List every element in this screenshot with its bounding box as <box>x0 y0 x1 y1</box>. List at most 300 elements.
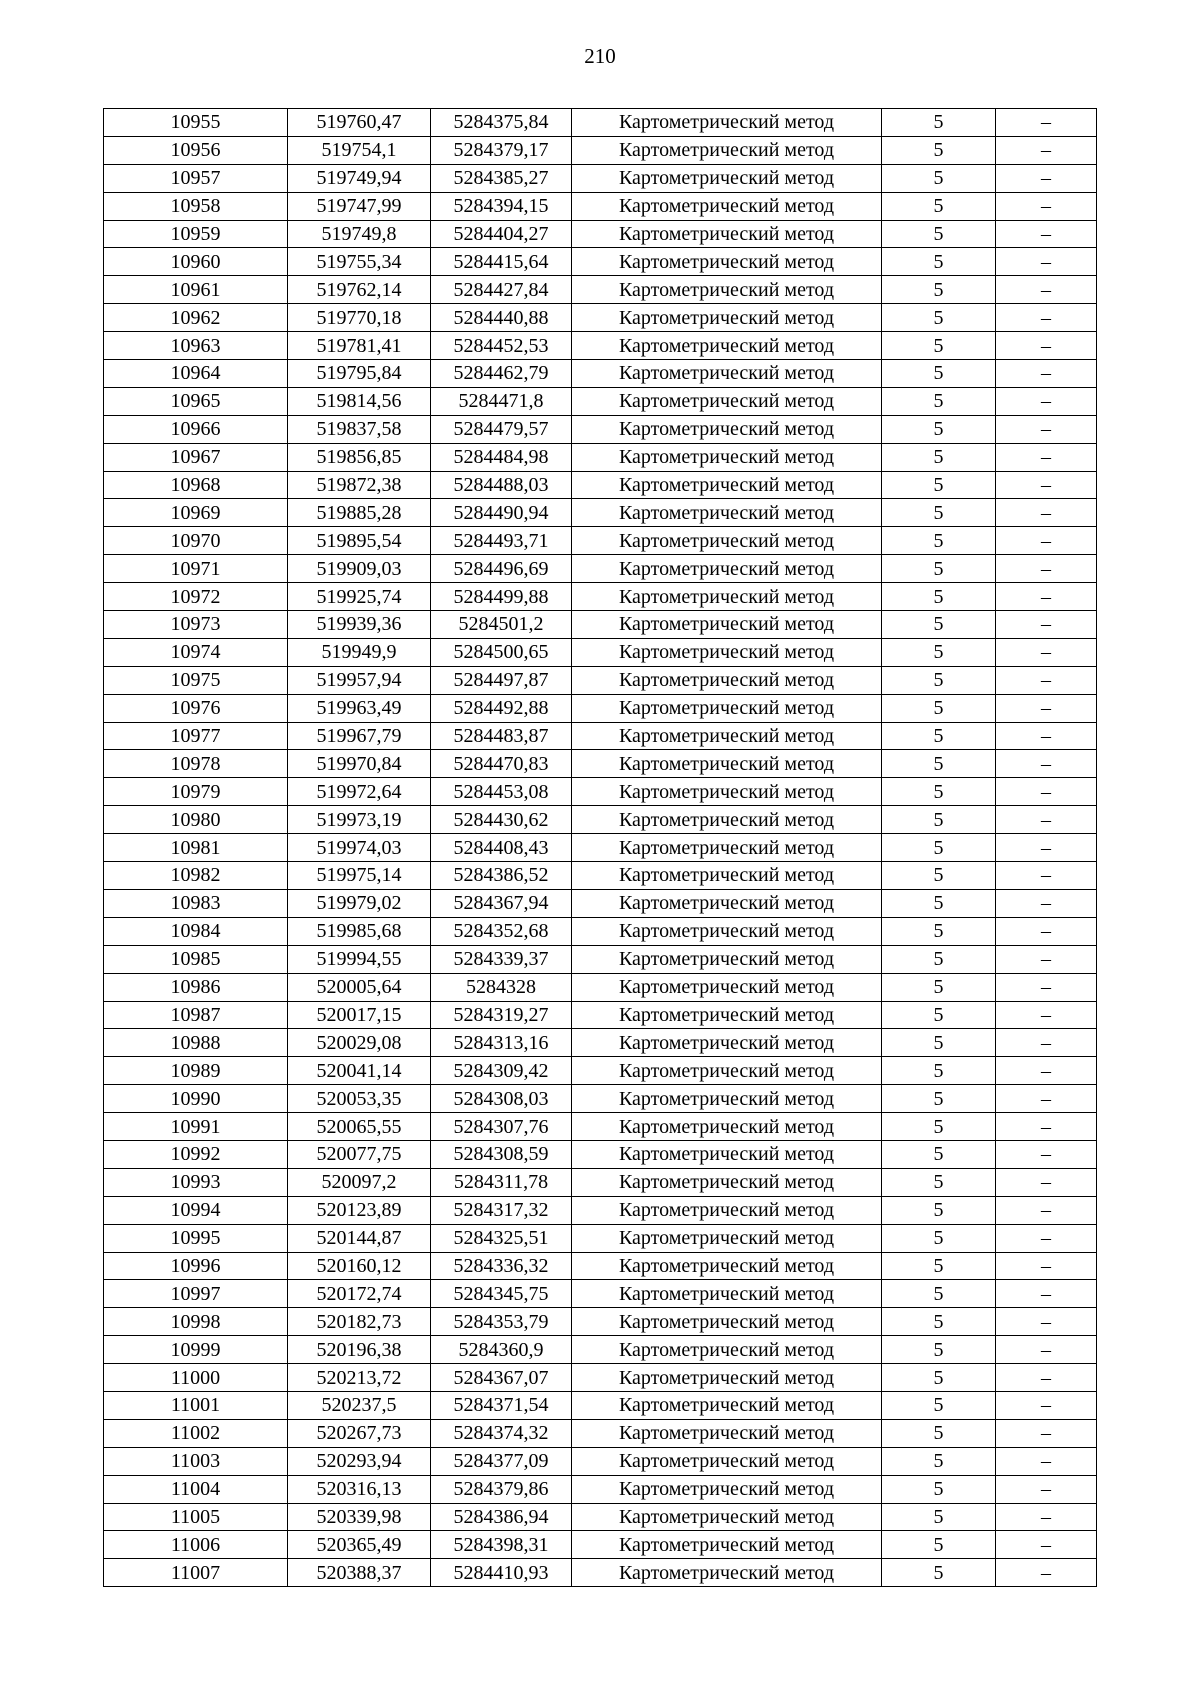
y-coordinate-cell: 5284379,86 <box>431 1475 572 1503</box>
point-number-cell: 10995 <box>104 1224 288 1252</box>
method-cell: Картометрический метод <box>572 973 882 1001</box>
point-number-cell: 10961 <box>104 276 288 304</box>
accuracy-cell: 5 <box>882 583 996 611</box>
y-coordinate-cell: 5284311,78 <box>431 1168 572 1196</box>
accuracy-cell: 5 <box>882 387 996 415</box>
note-cell: – <box>996 1252 1097 1280</box>
table-row <box>104 1559 1097 1587</box>
accuracy-cell: 5 <box>882 1336 996 1364</box>
accuracy-cell: 5 <box>882 1475 996 1503</box>
note-cell: – <box>996 276 1097 304</box>
point-number-cell: 11006 <box>104 1531 288 1559</box>
method-cell: Картометрический метод <box>572 304 882 332</box>
point-number-cell: 10970 <box>104 527 288 555</box>
note-cell: – <box>996 1503 1097 1531</box>
note-cell: – <box>996 1001 1097 1029</box>
x-coordinate-cell: 519974,03 <box>288 834 431 862</box>
x-coordinate-cell: 520316,13 <box>288 1475 431 1503</box>
x-coordinate-cell: 520097,2 <box>288 1168 431 1196</box>
accuracy-cell: 5 <box>882 248 996 276</box>
accuracy-cell: 5 <box>882 220 996 248</box>
y-coordinate-cell: 5284345,75 <box>431 1280 572 1308</box>
y-coordinate-cell: 5284497,87 <box>431 666 572 694</box>
note-cell: – <box>996 164 1097 192</box>
method-cell: Картометрический метод <box>572 750 882 778</box>
note-cell: – <box>996 471 1097 499</box>
point-number-cell: 10986 <box>104 973 288 1001</box>
method-cell: Картометрический метод <box>572 611 882 639</box>
x-coordinate-cell: 520213,72 <box>288 1364 431 1392</box>
method-cell: Картометрический метод <box>572 945 882 973</box>
note-cell: – <box>996 136 1097 164</box>
method-cell: Картометрический метод <box>572 499 882 527</box>
y-coordinate-cell: 5284488,03 <box>431 471 572 499</box>
note-cell: – <box>996 555 1097 583</box>
table-row <box>104 1252 1097 1280</box>
table-row <box>104 1419 1097 1447</box>
accuracy-cell: 5 <box>882 722 996 750</box>
accuracy-cell: 5 <box>882 1057 996 1085</box>
x-coordinate-cell: 519895,54 <box>288 527 431 555</box>
x-coordinate-cell: 520041,14 <box>288 1057 431 1085</box>
table-row <box>104 1391 1097 1419</box>
accuracy-cell: 5 <box>882 1140 996 1168</box>
method-cell: Картометрический метод <box>572 862 882 890</box>
point-number-cell: 10980 <box>104 806 288 834</box>
x-coordinate-cell: 520182,73 <box>288 1308 431 1336</box>
accuracy-cell: 5 <box>882 945 996 973</box>
accuracy-cell: 5 <box>882 1252 996 1280</box>
y-coordinate-cell: 5284453,08 <box>431 778 572 806</box>
point-number-cell: 10958 <box>104 192 288 220</box>
method-cell: Картометрический метод <box>572 722 882 750</box>
table-row <box>104 1196 1097 1224</box>
x-coordinate-cell: 519967,79 <box>288 722 431 750</box>
note-cell: – <box>996 945 1097 973</box>
note-cell: – <box>996 1085 1097 1113</box>
y-coordinate-cell: 5284377,09 <box>431 1447 572 1475</box>
table-row <box>104 1336 1097 1364</box>
table-row <box>104 164 1097 192</box>
coordinates-table-body <box>104 109 1097 1587</box>
table-row <box>104 666 1097 694</box>
point-number-cell: 10999 <box>104 1336 288 1364</box>
y-coordinate-cell: 5284493,71 <box>431 527 572 555</box>
y-coordinate-cell: 5284398,31 <box>431 1531 572 1559</box>
method-cell: Картометрический метод <box>572 276 882 304</box>
table-row <box>104 1531 1097 1559</box>
note-cell: – <box>996 917 1097 945</box>
x-coordinate-cell: 519972,64 <box>288 778 431 806</box>
table-row <box>104 1224 1097 1252</box>
accuracy-cell: 5 <box>882 834 996 862</box>
table-row <box>104 778 1097 806</box>
point-number-cell: 10960 <box>104 248 288 276</box>
note-cell: – <box>996 443 1097 471</box>
x-coordinate-cell: 519856,85 <box>288 443 431 471</box>
x-coordinate-cell: 519749,94 <box>288 164 431 192</box>
accuracy-cell: 5 <box>882 1531 996 1559</box>
x-coordinate-cell: 520144,87 <box>288 1224 431 1252</box>
accuracy-cell: 5 <box>882 555 996 583</box>
table-row <box>104 1001 1097 1029</box>
x-coordinate-cell: 519949,9 <box>288 638 431 666</box>
y-coordinate-cell: 5284379,17 <box>431 136 572 164</box>
table-row <box>104 945 1097 973</box>
y-coordinate-cell: 5284371,54 <box>431 1391 572 1419</box>
table-row <box>104 415 1097 443</box>
point-number-cell: 10984 <box>104 917 288 945</box>
accuracy-cell: 5 <box>882 1391 996 1419</box>
y-coordinate-cell: 5284367,07 <box>431 1364 572 1392</box>
note-cell: – <box>996 1559 1097 1587</box>
accuracy-cell: 5 <box>882 862 996 890</box>
point-number-cell: 10965 <box>104 387 288 415</box>
y-coordinate-cell: 5284462,79 <box>431 360 572 388</box>
accuracy-cell: 5 <box>882 1001 996 1029</box>
point-number-cell: 10955 <box>104 109 288 137</box>
table-row <box>104 1057 1097 1085</box>
x-coordinate-cell: 519770,18 <box>288 304 431 332</box>
y-coordinate-cell: 5284501,2 <box>431 611 572 639</box>
point-number-cell: 10968 <box>104 471 288 499</box>
table-row <box>104 1168 1097 1196</box>
note-cell: – <box>996 806 1097 834</box>
method-cell: Картометрический метод <box>572 834 882 862</box>
x-coordinate-cell: 519762,14 <box>288 276 431 304</box>
x-coordinate-cell: 519747,99 <box>288 192 431 220</box>
method-cell: Картометрический метод <box>572 555 882 583</box>
table-row <box>104 1085 1097 1113</box>
method-cell: Картометрический метод <box>572 638 882 666</box>
x-coordinate-cell: 520339,98 <box>288 1503 431 1531</box>
note-cell: – <box>996 527 1097 555</box>
accuracy-cell: 5 <box>882 276 996 304</box>
method-cell: Картометрический метод <box>572 527 882 555</box>
y-coordinate-cell: 5284360,9 <box>431 1336 572 1364</box>
table-row <box>104 555 1097 583</box>
x-coordinate-cell: 520293,94 <box>288 1447 431 1475</box>
note-cell: – <box>996 638 1097 666</box>
y-coordinate-cell: 5284313,16 <box>431 1029 572 1057</box>
table-row <box>104 220 1097 248</box>
method-cell: Картометрический метод <box>572 1308 882 1336</box>
method-cell: Картометрический метод <box>572 694 882 722</box>
method-cell: Картометрический метод <box>572 415 882 443</box>
table-row <box>104 360 1097 388</box>
method-cell: Картометрический метод <box>572 192 882 220</box>
x-coordinate-cell: 520237,5 <box>288 1391 431 1419</box>
x-coordinate-cell: 519754,1 <box>288 136 431 164</box>
table-row <box>104 527 1097 555</box>
x-coordinate-cell: 520077,75 <box>288 1140 431 1168</box>
table-row <box>104 806 1097 834</box>
y-coordinate-cell: 5284353,79 <box>431 1308 572 1336</box>
x-coordinate-cell: 519985,68 <box>288 917 431 945</box>
point-number-cell: 10962 <box>104 304 288 332</box>
table-row <box>104 834 1097 862</box>
point-number-cell: 10991 <box>104 1113 288 1141</box>
method-cell: Картометрический метод <box>572 220 882 248</box>
note-cell: – <box>996 1196 1097 1224</box>
table-row <box>104 109 1097 137</box>
note-cell: – <box>996 973 1097 1001</box>
note-cell: – <box>996 778 1097 806</box>
accuracy-cell: 5 <box>882 1168 996 1196</box>
note-cell: – <box>996 415 1097 443</box>
point-number-cell: 10969 <box>104 499 288 527</box>
y-coordinate-cell: 5284483,87 <box>431 722 572 750</box>
y-coordinate-cell: 5284496,69 <box>431 555 572 583</box>
note-cell: – <box>996 1475 1097 1503</box>
accuracy-cell: 5 <box>882 527 996 555</box>
accuracy-cell: 5 <box>882 889 996 917</box>
accuracy-cell: 5 <box>882 638 996 666</box>
x-coordinate-cell: 520160,12 <box>288 1252 431 1280</box>
coordinates-table <box>103 108 1097 1587</box>
y-coordinate-cell: 5284375,84 <box>431 109 572 137</box>
note-cell: – <box>996 1308 1097 1336</box>
table-row <box>104 973 1097 1001</box>
accuracy-cell: 5 <box>882 192 996 220</box>
accuracy-cell: 5 <box>882 164 996 192</box>
table-row <box>104 1140 1097 1168</box>
x-coordinate-cell: 519885,28 <box>288 499 431 527</box>
point-number-cell: 10988 <box>104 1029 288 1057</box>
point-number-cell: 11003 <box>104 1447 288 1475</box>
y-coordinate-cell: 5284336,32 <box>431 1252 572 1280</box>
x-coordinate-cell: 519795,84 <box>288 360 431 388</box>
table-row <box>104 1113 1097 1141</box>
note-cell: – <box>996 387 1097 415</box>
table-row <box>104 387 1097 415</box>
point-number-cell: 10964 <box>104 360 288 388</box>
table-row <box>104 611 1097 639</box>
method-cell: Картометрический метод <box>572 1168 882 1196</box>
method-cell: Картометрический метод <box>572 1113 882 1141</box>
point-number-cell: 10996 <box>104 1252 288 1280</box>
y-coordinate-cell: 5284339,37 <box>431 945 572 973</box>
table-row <box>104 889 1097 917</box>
point-number-cell: 11000 <box>104 1364 288 1392</box>
y-coordinate-cell: 5284386,94 <box>431 1503 572 1531</box>
y-coordinate-cell: 5284471,8 <box>431 387 572 415</box>
x-coordinate-cell: 520123,89 <box>288 1196 431 1224</box>
x-coordinate-cell: 519814,56 <box>288 387 431 415</box>
method-cell: Картометрический метод <box>572 1447 882 1475</box>
point-number-cell: 10975 <box>104 666 288 694</box>
y-coordinate-cell: 5284427,84 <box>431 276 572 304</box>
method-cell: Картометрический метод <box>572 1085 882 1113</box>
y-coordinate-cell: 5284500,65 <box>431 638 572 666</box>
point-number-cell: 10963 <box>104 332 288 360</box>
x-coordinate-cell: 520005,64 <box>288 973 431 1001</box>
note-cell: – <box>996 750 1097 778</box>
y-coordinate-cell: 5284319,27 <box>431 1001 572 1029</box>
point-number-cell: 10959 <box>104 220 288 248</box>
point-number-cell: 11001 <box>104 1391 288 1419</box>
accuracy-cell: 5 <box>882 360 996 388</box>
point-number-cell: 11004 <box>104 1475 288 1503</box>
accuracy-cell: 5 <box>882 1447 996 1475</box>
note-cell: – <box>996 499 1097 527</box>
point-number-cell: 10992 <box>104 1140 288 1168</box>
accuracy-cell: 5 <box>882 1503 996 1531</box>
accuracy-cell: 5 <box>882 136 996 164</box>
accuracy-cell: 5 <box>882 332 996 360</box>
note-cell: – <box>996 220 1097 248</box>
method-cell: Картометрический метод <box>572 1001 882 1029</box>
accuracy-cell: 5 <box>882 666 996 694</box>
point-number-cell: 10974 <box>104 638 288 666</box>
accuracy-cell: 5 <box>882 1196 996 1224</box>
y-coordinate-cell: 5284328 <box>431 973 572 1001</box>
point-number-cell: 10978 <box>104 750 288 778</box>
point-number-cell: 10993 <box>104 1168 288 1196</box>
accuracy-cell: 5 <box>882 611 996 639</box>
accuracy-cell: 5 <box>882 917 996 945</box>
table-row <box>104 1503 1097 1531</box>
x-coordinate-cell: 519970,84 <box>288 750 431 778</box>
x-coordinate-cell: 520029,08 <box>288 1029 431 1057</box>
y-coordinate-cell: 5284308,59 <box>431 1140 572 1168</box>
note-cell: – <box>996 1113 1097 1141</box>
accuracy-cell: 5 <box>882 304 996 332</box>
x-coordinate-cell: 519760,47 <box>288 109 431 137</box>
x-coordinate-cell: 519755,34 <box>288 248 431 276</box>
x-coordinate-cell: 520172,74 <box>288 1280 431 1308</box>
method-cell: Картометрический метод <box>572 583 882 611</box>
method-cell: Картометрический метод <box>572 1503 882 1531</box>
accuracy-cell: 5 <box>882 471 996 499</box>
method-cell: Картометрический метод <box>572 1196 882 1224</box>
note-cell: – <box>996 248 1097 276</box>
method-cell: Картометрический метод <box>572 1364 882 1392</box>
method-cell: Картометрический метод <box>572 1336 882 1364</box>
point-number-cell: 10966 <box>104 415 288 443</box>
note-cell: – <box>996 1419 1097 1447</box>
note-cell: – <box>996 862 1097 890</box>
accuracy-cell: 5 <box>882 1559 996 1587</box>
y-coordinate-cell: 5284408,43 <box>431 834 572 862</box>
point-number-cell: 10985 <box>104 945 288 973</box>
point-number-cell: 11007 <box>104 1559 288 1587</box>
point-number-cell: 10998 <box>104 1308 288 1336</box>
method-cell: Картометрический метод <box>572 1029 882 1057</box>
table-row <box>104 471 1097 499</box>
y-coordinate-cell: 5284309,42 <box>431 1057 572 1085</box>
note-cell: – <box>996 1447 1097 1475</box>
table-row <box>104 192 1097 220</box>
x-coordinate-cell: 520388,37 <box>288 1559 431 1587</box>
y-coordinate-cell: 5284404,27 <box>431 220 572 248</box>
y-coordinate-cell: 5284307,76 <box>431 1113 572 1141</box>
point-number-cell: 10997 <box>104 1280 288 1308</box>
x-coordinate-cell: 520053,35 <box>288 1085 431 1113</box>
accuracy-cell: 5 <box>882 1085 996 1113</box>
table-row <box>104 276 1097 304</box>
y-coordinate-cell: 5284499,88 <box>431 583 572 611</box>
note-cell: – <box>996 1168 1097 1196</box>
note-cell: – <box>996 1364 1097 1392</box>
y-coordinate-cell: 5284352,68 <box>431 917 572 945</box>
y-coordinate-cell: 5284367,94 <box>431 889 572 917</box>
table-row <box>104 917 1097 945</box>
x-coordinate-cell: 520196,38 <box>288 1336 431 1364</box>
y-coordinate-cell: 5284374,32 <box>431 1419 572 1447</box>
method-cell: Картометрический метод <box>572 666 882 694</box>
accuracy-cell: 5 <box>882 1308 996 1336</box>
accuracy-cell: 5 <box>882 1419 996 1447</box>
note-cell: – <box>996 889 1097 917</box>
y-coordinate-cell: 5284470,83 <box>431 750 572 778</box>
method-cell: Картометрический метод <box>572 248 882 276</box>
y-coordinate-cell: 5284452,53 <box>431 332 572 360</box>
note-cell: – <box>996 1336 1097 1364</box>
y-coordinate-cell: 5284430,62 <box>431 806 572 834</box>
note-cell: – <box>996 192 1097 220</box>
point-number-cell: 10972 <box>104 583 288 611</box>
point-number-cell: 10956 <box>104 136 288 164</box>
y-coordinate-cell: 5284394,15 <box>431 192 572 220</box>
point-number-cell: 11002 <box>104 1419 288 1447</box>
table-row <box>104 1308 1097 1336</box>
table-row <box>104 1029 1097 1057</box>
table-row <box>104 1447 1097 1475</box>
table-row <box>104 638 1097 666</box>
point-number-cell: 10994 <box>104 1196 288 1224</box>
y-coordinate-cell: 5284410,93 <box>431 1559 572 1587</box>
y-coordinate-cell: 5284479,57 <box>431 415 572 443</box>
note-cell: – <box>996 109 1097 137</box>
x-coordinate-cell: 520065,55 <box>288 1113 431 1141</box>
x-coordinate-cell: 519994,55 <box>288 945 431 973</box>
x-coordinate-cell: 520267,73 <box>288 1419 431 1447</box>
method-cell: Картометрический метод <box>572 778 882 806</box>
point-number-cell: 11005 <box>104 1503 288 1531</box>
note-cell: – <box>996 583 1097 611</box>
accuracy-cell: 5 <box>882 443 996 471</box>
table-row <box>104 443 1097 471</box>
note-cell: – <box>996 1029 1097 1057</box>
method-cell: Картометрический метод <box>572 1419 882 1447</box>
x-coordinate-cell: 519975,14 <box>288 862 431 890</box>
x-coordinate-cell: 519781,41 <box>288 332 431 360</box>
x-coordinate-cell: 519909,03 <box>288 555 431 583</box>
y-coordinate-cell: 5284415,64 <box>431 248 572 276</box>
method-cell: Картометрический метод <box>572 1531 882 1559</box>
method-cell: Картометрический метод <box>572 332 882 360</box>
table-row <box>104 694 1097 722</box>
accuracy-cell: 5 <box>882 1364 996 1392</box>
method-cell: Картометрический метод <box>572 1280 882 1308</box>
accuracy-cell: 5 <box>882 1280 996 1308</box>
y-coordinate-cell: 5284386,52 <box>431 862 572 890</box>
method-cell: Картометрический метод <box>572 387 882 415</box>
accuracy-cell: 5 <box>882 750 996 778</box>
accuracy-cell: 5 <box>882 109 996 137</box>
note-cell: – <box>996 1057 1097 1085</box>
accuracy-cell: 5 <box>882 1113 996 1141</box>
x-coordinate-cell: 519939,36 <box>288 611 431 639</box>
note-cell: – <box>996 666 1097 694</box>
x-coordinate-cell: 519957,94 <box>288 666 431 694</box>
x-coordinate-cell: 519925,74 <box>288 583 431 611</box>
accuracy-cell: 5 <box>882 1224 996 1252</box>
x-coordinate-cell: 519973,19 <box>288 806 431 834</box>
y-coordinate-cell: 5284490,94 <box>431 499 572 527</box>
x-coordinate-cell: 520365,49 <box>288 1531 431 1559</box>
